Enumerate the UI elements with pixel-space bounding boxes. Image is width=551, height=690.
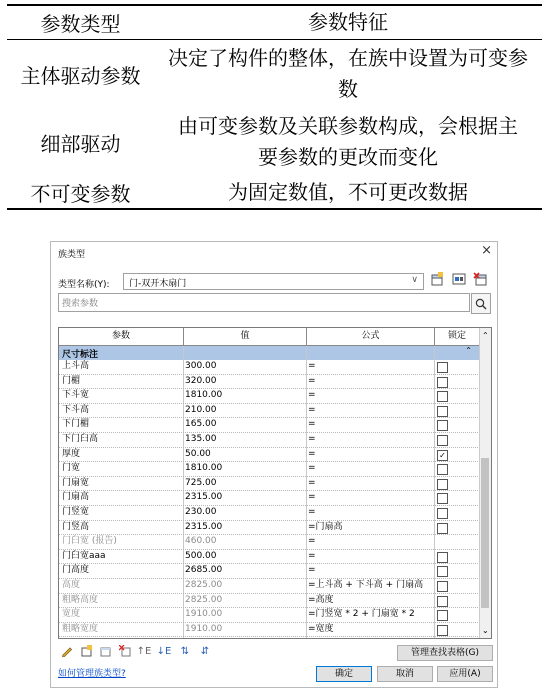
param-name-cell[interactable]: 上斗高 bbox=[62, 361, 90, 371]
param-formula-cell[interactable]: = bbox=[308, 477, 316, 488]
lock-checkbox[interactable] bbox=[437, 464, 448, 475]
param-value-cell[interactable]: 460.00 bbox=[185, 536, 217, 547]
row-feature-line: 要参数的更改而变化 bbox=[258, 145, 438, 169]
param-name-cell[interactable]: 门臼宽 (报告) bbox=[62, 536, 117, 547]
table-row bbox=[7, 176, 542, 208]
scrollbar-thumb[interactable] bbox=[481, 458, 489, 608]
param-name-cell[interactable]: 下斗宽 bbox=[62, 390, 90, 401]
column-header-formula[interactable]: 公式 bbox=[307, 328, 435, 345]
column-header-param[interactable]: 参数 bbox=[59, 328, 184, 345]
param-formula-cell[interactable]: =高度 bbox=[308, 594, 334, 605]
param-formula-cell[interactable]: = bbox=[308, 536, 316, 547]
lock-checkbox[interactable] bbox=[437, 435, 448, 446]
row-feature bbox=[154, 111, 542, 173]
table-row[interactable] bbox=[59, 521, 480, 536]
lock-checkbox[interactable] bbox=[437, 552, 448, 563]
param-value-cell[interactable]: 1810.00 bbox=[185, 390, 223, 401]
row-type: 不可变参数 bbox=[30, 181, 131, 206]
ok-button[interactable]: 确定 bbox=[316, 666, 372, 682]
param-value-cell[interactable]: 50.00 bbox=[185, 448, 211, 459]
table-row[interactable] bbox=[59, 448, 480, 463]
row-feature-line: 数 bbox=[338, 77, 358, 101]
param-formula-cell[interactable]: = bbox=[308, 565, 316, 576]
type-name-dropdown[interactable] bbox=[123, 273, 424, 290]
sort-asc-icon[interactable]: ⇅ bbox=[180, 645, 190, 657]
row-feature-line: 决定了构件的整体，在族中设置为可变参 bbox=[168, 46, 528, 70]
lock-checkbox[interactable] bbox=[437, 479, 448, 490]
lock-checkbox[interactable]: ✓ bbox=[437, 450, 448, 461]
row-feature-line: 由可变参数及关联参数构成，会根据主 bbox=[178, 114, 518, 138]
cancel-button[interactable]: 取消 bbox=[377, 666, 433, 682]
param-name-cell[interactable]: 门宽 bbox=[62, 463, 81, 474]
param-formula-cell[interactable]: = bbox=[308, 506, 316, 517]
row-feature bbox=[154, 177, 542, 208]
param-value-cell[interactable]: 2315.00 bbox=[185, 492, 223, 503]
lock-checkbox[interactable] bbox=[437, 625, 448, 636]
lock-checkbox[interactable] bbox=[437, 596, 448, 607]
lock-checkbox[interactable] bbox=[437, 377, 448, 388]
param-value-cell[interactable]: 2685.00 bbox=[185, 565, 223, 576]
table-row[interactable] bbox=[59, 433, 480, 448]
column-header-lock[interactable]: 锁定 bbox=[435, 328, 480, 345]
scroll-up-icon[interactable]: ⌃ bbox=[482, 331, 489, 340]
lock-checkbox[interactable] bbox=[437, 420, 448, 431]
param-formula-cell[interactable]: =门竖宽 * 2 + 门扇宽 * 2 bbox=[308, 609, 415, 620]
param-value-cell[interactable]: 725.00 bbox=[185, 477, 217, 488]
header-feature: 参数特征 bbox=[308, 10, 388, 34]
param-formula-cell[interactable]: =上斗高 + 下斗高 + 门扇高 bbox=[308, 579, 424, 590]
table-row[interactable] bbox=[59, 594, 480, 609]
table-row[interactable] bbox=[59, 608, 480, 623]
param-value-cell[interactable]: 230.00 bbox=[185, 506, 217, 517]
parameter-rows bbox=[59, 360, 480, 637]
lock-checkbox[interactable] bbox=[437, 581, 448, 592]
table-row[interactable] bbox=[59, 579, 480, 594]
param-name-cell[interactable]: 下门楣 bbox=[62, 419, 90, 430]
param-type-table bbox=[7, 4, 542, 210]
header-type: 参数类型 bbox=[40, 12, 121, 36]
chevron-down-icon: ∨ bbox=[411, 275, 418, 285]
row-feature bbox=[154, 43, 542, 105]
param-formula-cell[interactable]: = bbox=[308, 550, 316, 561]
lock-checkbox[interactable] bbox=[437, 523, 448, 534]
param-name-cell[interactable]: 粗略宽度 bbox=[62, 623, 99, 634]
param-formula-cell[interactable]: = bbox=[308, 433, 316, 444]
move-down-icon[interactable]: ↓E bbox=[156, 645, 172, 657]
parameters-grid bbox=[58, 327, 492, 639]
rename-type-icon[interactable] bbox=[451, 271, 467, 287]
family-types-dialog bbox=[50, 241, 498, 688]
param-name-cell[interactable]: 粗略高度 bbox=[62, 594, 99, 605]
group-label: 尺寸标注 bbox=[62, 350, 99, 360]
new-param-icon[interactable] bbox=[80, 644, 94, 658]
row-feature-line: 为固定数值，不可更改数据 bbox=[228, 179, 468, 204]
param-value-cell[interactable]: 1910.00 bbox=[185, 623, 223, 634]
row-type: 细部驱动 bbox=[40, 131, 121, 156]
table-row[interactable] bbox=[59, 462, 480, 477]
param-value-cell[interactable]: 2825.00 bbox=[185, 579, 223, 590]
table-row[interactable] bbox=[59, 375, 480, 390]
table-row[interactable] bbox=[59, 550, 480, 565]
param-name-cell[interactable]: 门扇高 bbox=[62, 492, 90, 503]
table-row[interactable] bbox=[59, 506, 480, 521]
dialog-title: 族类型 bbox=[58, 250, 86, 260]
collapse-icon[interactable]: ⌃ bbox=[465, 346, 472, 355]
param-formula-cell[interactable]: = bbox=[308, 492, 316, 503]
param-name-cell[interactable]: 门臼宽aaa bbox=[62, 550, 106, 561]
move-up-icon[interactable]: ↑E bbox=[136, 645, 152, 657]
param-formula-cell[interactable]: = bbox=[308, 361, 316, 371]
search-input[interactable] bbox=[58, 293, 470, 312]
param-formula-cell[interactable]: = bbox=[308, 463, 316, 474]
param-value-cell[interactable]: 500.00 bbox=[185, 550, 217, 561]
param-name-cell[interactable]: 门竖高 bbox=[62, 521, 90, 532]
param-formula-cell[interactable]: =宽度 bbox=[308, 623, 334, 634]
param-formula-cell[interactable]: =门扇高 bbox=[308, 521, 343, 532]
edit-param-icon[interactable] bbox=[99, 644, 113, 658]
table-row bbox=[7, 108, 542, 176]
apply-button[interactable]: 应用(A) bbox=[437, 666, 493, 682]
scroll-down-icon[interactable]: ⌄ bbox=[482, 626, 489, 635]
type-name-value: 门-双开木扇门 bbox=[129, 279, 187, 289]
param-value-cell[interactable]: 2825.00 bbox=[185, 594, 223, 605]
table-row[interactable] bbox=[59, 389, 480, 404]
param-name-cell[interactable]: 门扇宽 bbox=[62, 477, 90, 488]
column-header-value[interactable]: 值 bbox=[184, 328, 307, 345]
new-type-icon[interactable] bbox=[429, 271, 445, 287]
type-name-label: 类型名称(Y): bbox=[58, 280, 110, 290]
vertical-scrollbar[interactable] bbox=[479, 328, 491, 638]
param-formula-cell[interactable]: = bbox=[308, 404, 316, 415]
param-name-cell[interactable]: 下门臼高 bbox=[62, 433, 99, 444]
table-row[interactable] bbox=[59, 477, 480, 492]
table-row[interactable] bbox=[59, 491, 480, 506]
table-row[interactable] bbox=[59, 404, 480, 419]
param-name-cell[interactable]: 门竖宽 bbox=[62, 506, 90, 517]
table-row[interactable] bbox=[59, 418, 480, 433]
param-value-cell[interactable]: 210.00 bbox=[185, 404, 217, 415]
param-name-cell[interactable]: 厚度 bbox=[62, 448, 81, 459]
param-formula-cell[interactable]: = bbox=[308, 390, 316, 401]
close-icon[interactable]: × bbox=[481, 243, 492, 258]
group-header-dimensions[interactable] bbox=[59, 346, 480, 360]
param-value-cell[interactable]: 165.00 bbox=[185, 419, 217, 430]
table-row[interactable] bbox=[59, 564, 480, 579]
param-formula-cell[interactable]: = bbox=[308, 375, 316, 386]
table-row bbox=[7, 40, 542, 108]
param-value-cell[interactable]: 1910.00 bbox=[185, 609, 223, 620]
lock-checkbox[interactable] bbox=[437, 508, 448, 519]
grid-header bbox=[59, 328, 480, 346]
lock-checkbox[interactable] bbox=[437, 566, 448, 577]
table-header-row bbox=[7, 6, 542, 39]
param-formula-cell[interactable]: = bbox=[308, 419, 316, 430]
sort-desc-icon[interactable]: ⇵ bbox=[200, 645, 210, 657]
param-name-cell[interactable]: 高度 bbox=[62, 579, 81, 590]
search-placeholder: 搜索参数 bbox=[62, 299, 99, 309]
pencil-icon[interactable] bbox=[60, 644, 74, 658]
param-name-cell[interactable]: 门楣 bbox=[62, 375, 81, 386]
table-row[interactable] bbox=[59, 535, 480, 550]
lock-checkbox[interactable] bbox=[437, 362, 448, 373]
param-name-cell[interactable]: 宽度 bbox=[62, 609, 81, 620]
manage-lookup-tables-button[interactable]: 管理查找表格(G) bbox=[397, 645, 493, 661]
param-value-cell[interactable]: 320.00 bbox=[185, 375, 217, 386]
param-value-cell[interactable]: 135.00 bbox=[185, 433, 217, 444]
lock-checkbox[interactable] bbox=[437, 610, 448, 621]
param-value-cell[interactable]: 300.00 bbox=[185, 361, 217, 371]
param-name-cell[interactable]: 下斗高 bbox=[62, 404, 90, 415]
search-button[interactable] bbox=[471, 293, 491, 314]
lock-checkbox[interactable] bbox=[437, 493, 448, 504]
param-value-cell[interactable]: 2315.00 bbox=[185, 521, 223, 532]
search-icon bbox=[475, 298, 487, 310]
param-name-cell[interactable]: 门高度 bbox=[62, 565, 90, 576]
delete-param-icon[interactable] bbox=[118, 644, 132, 658]
table-row[interactable] bbox=[59, 360, 480, 375]
lock-checkbox[interactable] bbox=[437, 406, 448, 417]
table-bottom-rule bbox=[7, 208, 542, 210]
row-type: 主体驱动参数 bbox=[20, 63, 141, 88]
help-link[interactable]: 如何管理族类型? bbox=[58, 669, 126, 679]
lock-checkbox[interactable] bbox=[437, 391, 448, 402]
param-formula-cell[interactable]: = bbox=[308, 448, 316, 459]
table-row[interactable] bbox=[59, 623, 480, 638]
delete-type-icon[interactable] bbox=[472, 271, 488, 287]
param-value-cell[interactable]: 1810.00 bbox=[185, 463, 223, 474]
